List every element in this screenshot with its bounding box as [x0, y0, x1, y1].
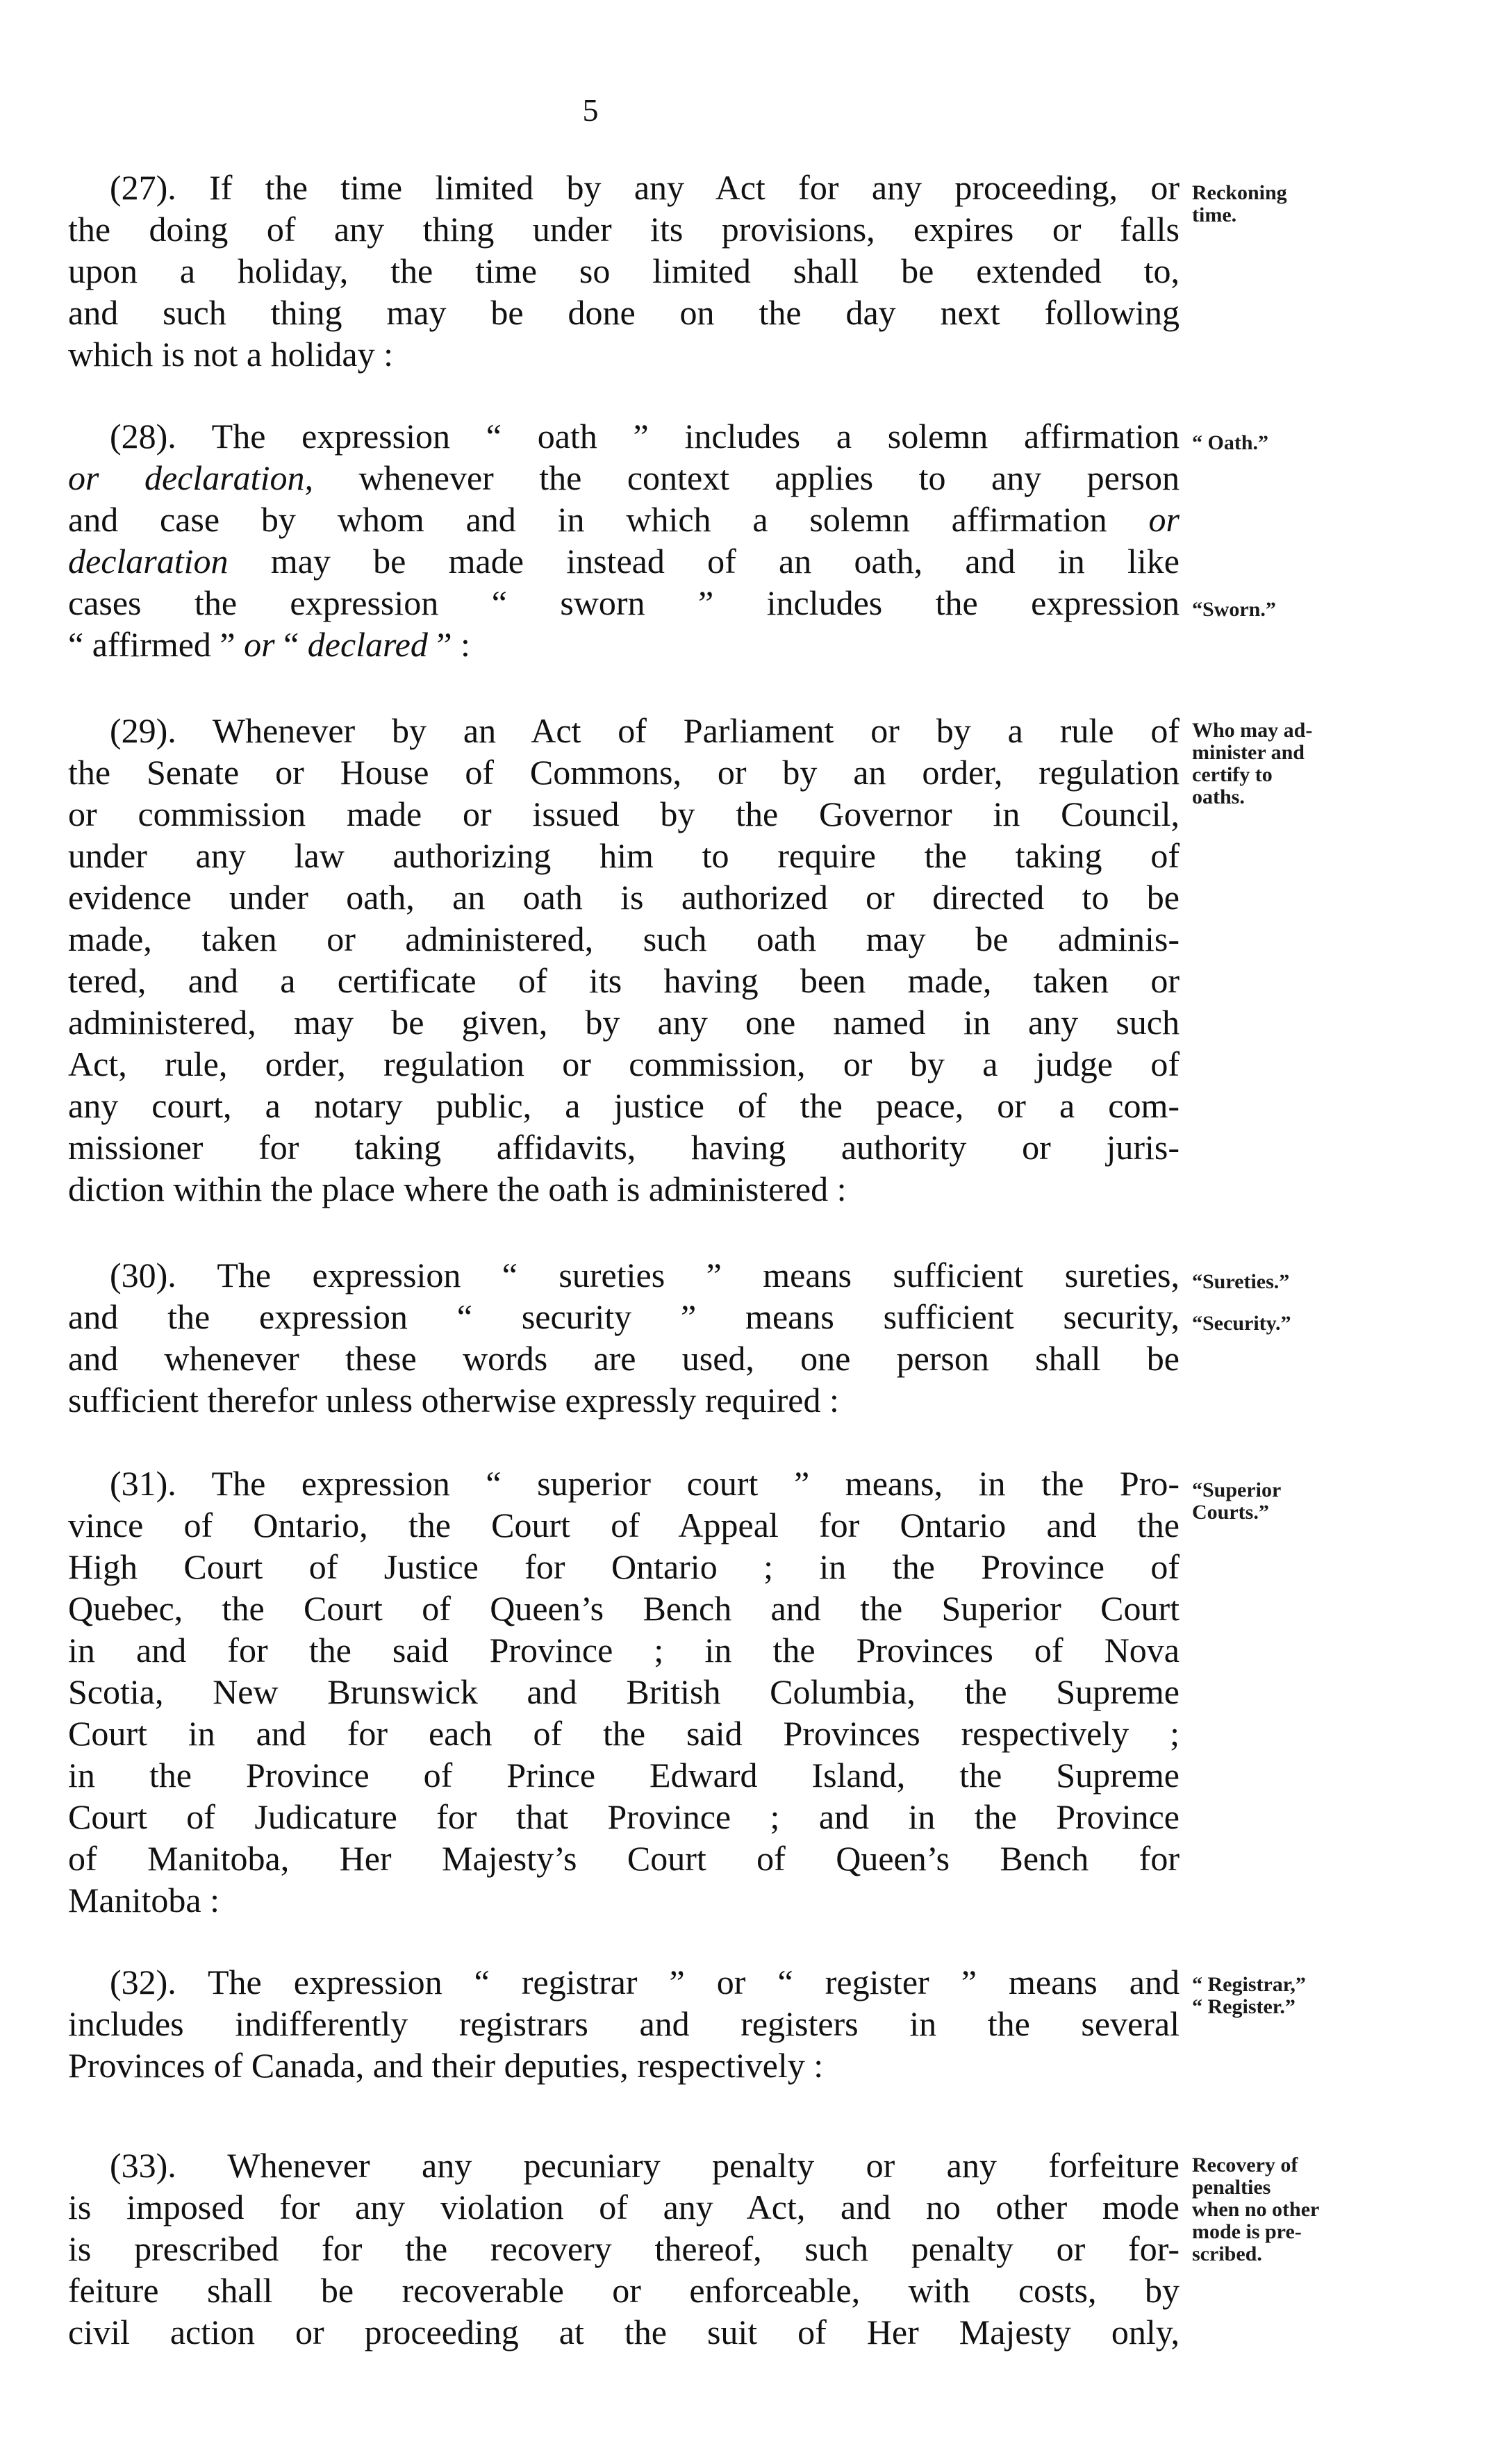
- text-line: cases the expression “ sworn ” includes the expression: [68, 583, 1180, 622]
- text-line: High Court of Justice for Ontario ; in the Province of: [68, 1547, 1180, 1586]
- text-line: or commission made or issued by the Governor in Council,: [68, 794, 1180, 833]
- text-line: vince of Ontario, the Court of Appeal for Ontario and the: [68, 1506, 1180, 1545]
- text-line: Manitoba :: [68, 1881, 220, 1920]
- text-line: (28). The expression “ oath ” includes a solemn affirmation: [110, 417, 1180, 456]
- margin-note-line: “Security.”: [1192, 1312, 1291, 1335]
- text-line: (30). The expression “ sureties ” means sufficient sureties,: [110, 1256, 1180, 1295]
- margin-note-who-may-administer: [1192, 719, 1484, 808]
- text-line: “ affirmed ” or “ declared ” :: [68, 625, 470, 664]
- margin-note-line: Reckoning: [1192, 181, 1287, 204]
- text-line: any court, a notary public, a justice of the peace, or a com-: [68, 1086, 1180, 1125]
- margin-note-line: penalties: [1192, 2176, 1271, 2199]
- section-28: [68, 415, 1180, 665]
- section-30: [68, 1254, 1180, 1421]
- margin-note-line: “Sureties.”: [1192, 1270, 1290, 1293]
- text-line: and case by whom and in which a solemn affirmation or: [68, 500, 1180, 539]
- text-line: includes indifferently registrars and registers in the several: [68, 2004, 1180, 2043]
- margin-note-security: [1192, 1313, 1484, 1335]
- text-line: (29). Whenever by an Act of Parliament or by a rule of: [110, 711, 1180, 750]
- text-line: (32). The expression “ registrar ” or “ register ” means and: [110, 1963, 1180, 2001]
- text-line: diction within the place where the oath is administered :: [68, 1169, 847, 1208]
- text-line: Provinces of Canada, and their deputies, respectively :: [68, 2046, 824, 2085]
- margin-note-sureties: [1192, 1271, 1484, 1293]
- text-line: civil action or proceeding at the suit of Her Majesty only,: [68, 2313, 1180, 2351]
- margin-note-line: scribed.: [1192, 2242, 1262, 2265]
- text-line: missioner for taking affidavits, having authority or juris-: [68, 1128, 1180, 1167]
- margin-note-line: when no other: [1192, 2198, 1320, 2221]
- text-line: and such thing may be done on the day next following: [68, 293, 1180, 332]
- text-line: is prescribed for the recovery thereof, such penalty or for-: [68, 2229, 1180, 2268]
- section-33: [68, 2145, 1180, 2353]
- section-32: [68, 1961, 1180, 2086]
- margin-note-recovery-of-penalties: [1192, 2154, 1484, 2265]
- text-line: the Senate or House of Commons, or by an order, regulation: [68, 753, 1180, 792]
- margin-note-line: Courts.”: [1192, 1501, 1269, 1524]
- text-line: in and for the said Province ; in the Provinces of Nova: [68, 1631, 1180, 1670]
- margin-note-line: Who may ad-: [1192, 719, 1313, 742]
- text-line: Scotia, New Brunswick and British Columbia, the Supreme: [68, 1672, 1180, 1711]
- margin-note-oath: [1192, 432, 1484, 454]
- section-29: [68, 710, 1180, 1210]
- section-27: [68, 167, 1180, 375]
- margin-note-registrar: [1192, 1974, 1484, 2018]
- section-31: [68, 1463, 1180, 1921]
- text-line: Act, rule, order, regulation or commission, or by a judge of: [68, 1044, 1180, 1083]
- text-line: of Manitoba, Her Majesty’s Court of Queen’s Bench for: [68, 1839, 1180, 1878]
- margin-note-line: “ Register.”: [1192, 1995, 1296, 2018]
- text-line: and the expression “ security ” means sufficient security,: [68, 1297, 1180, 1336]
- text-line: or declaration, whenever the context applies to any person: [68, 458, 1180, 497]
- text-line: Court of Judicature for that Province ; and in the Province: [68, 1797, 1180, 1836]
- text-line: (33). Whenever any pecuniary penalty or any forfeiture: [110, 2146, 1180, 2185]
- text-line: Court in and for each of the said Provinces respectively ;: [68, 1714, 1180, 1753]
- margin-note-line: “Sworn.”: [1192, 598, 1276, 621]
- margin-note-reckoning-time: [1192, 182, 1484, 226]
- margin-note-line: “ Registrar,”: [1192, 1973, 1306, 1996]
- text-line: (27). If the time limited by any Act for any proceeding, or: [110, 168, 1180, 207]
- text-line: upon a holiday, the time so limited shall be extended to,: [68, 251, 1180, 290]
- text-line: (31). The expression “ superior court ” means, in the Pro-: [110, 1464, 1180, 1503]
- text-line: in the Province of Prince Edward Island, the Supreme: [68, 1756, 1180, 1795]
- margin-note-sworn: [1192, 599, 1484, 621]
- text-line: feiture shall be recoverable or enforceable, with costs, by: [68, 2271, 1180, 2310]
- margin-note-line: minister and: [1192, 741, 1305, 764]
- text-line: under any law authorizing him to require the taking of: [68, 836, 1180, 875]
- text-line: which is not a holiday :: [68, 335, 393, 374]
- text-line: is imposed for any violation of any Act, and no other mode: [68, 2188, 1180, 2226]
- page-number: 5: [582, 92, 599, 128]
- text-line: and whenever these words are used, one person shall be: [68, 1339, 1180, 1378]
- text-line: tered, and a certificate of its having been made, taken or: [68, 961, 1180, 1000]
- margin-note-line: time.: [1192, 203, 1237, 226]
- margin-note-line: mode is pre-: [1192, 2220, 1302, 2243]
- margin-note-line: “ Oath.”: [1192, 431, 1269, 454]
- text-line: sufficient therefor unless otherwise expressly required :: [68, 1381, 839, 1420]
- margin-note-superior-courts: [1192, 1479, 1484, 1524]
- text-line: declaration may be made instead of an oath, and in like: [68, 542, 1180, 581]
- text-line: the doing of any thing under its provisions, expires or falls: [68, 210, 1180, 249]
- margin-note-line: oaths.: [1192, 785, 1245, 808]
- margin-note-line: Recovery of: [1192, 2154, 1298, 2176]
- text-line: made, taken or administered, such oath may be adminis-: [68, 919, 1180, 958]
- text-line: evidence under oath, an oath is authorized or directed to be: [68, 878, 1180, 917]
- margin-note-line: “Superior: [1192, 1479, 1282, 1501]
- text-line: Quebec, the Court of Queen’s Bench and the Superior Court: [68, 1589, 1180, 1628]
- text-line: administered, may be given, by any one named in any such: [68, 1003, 1180, 1042]
- margin-note-line: certify to: [1192, 763, 1273, 786]
